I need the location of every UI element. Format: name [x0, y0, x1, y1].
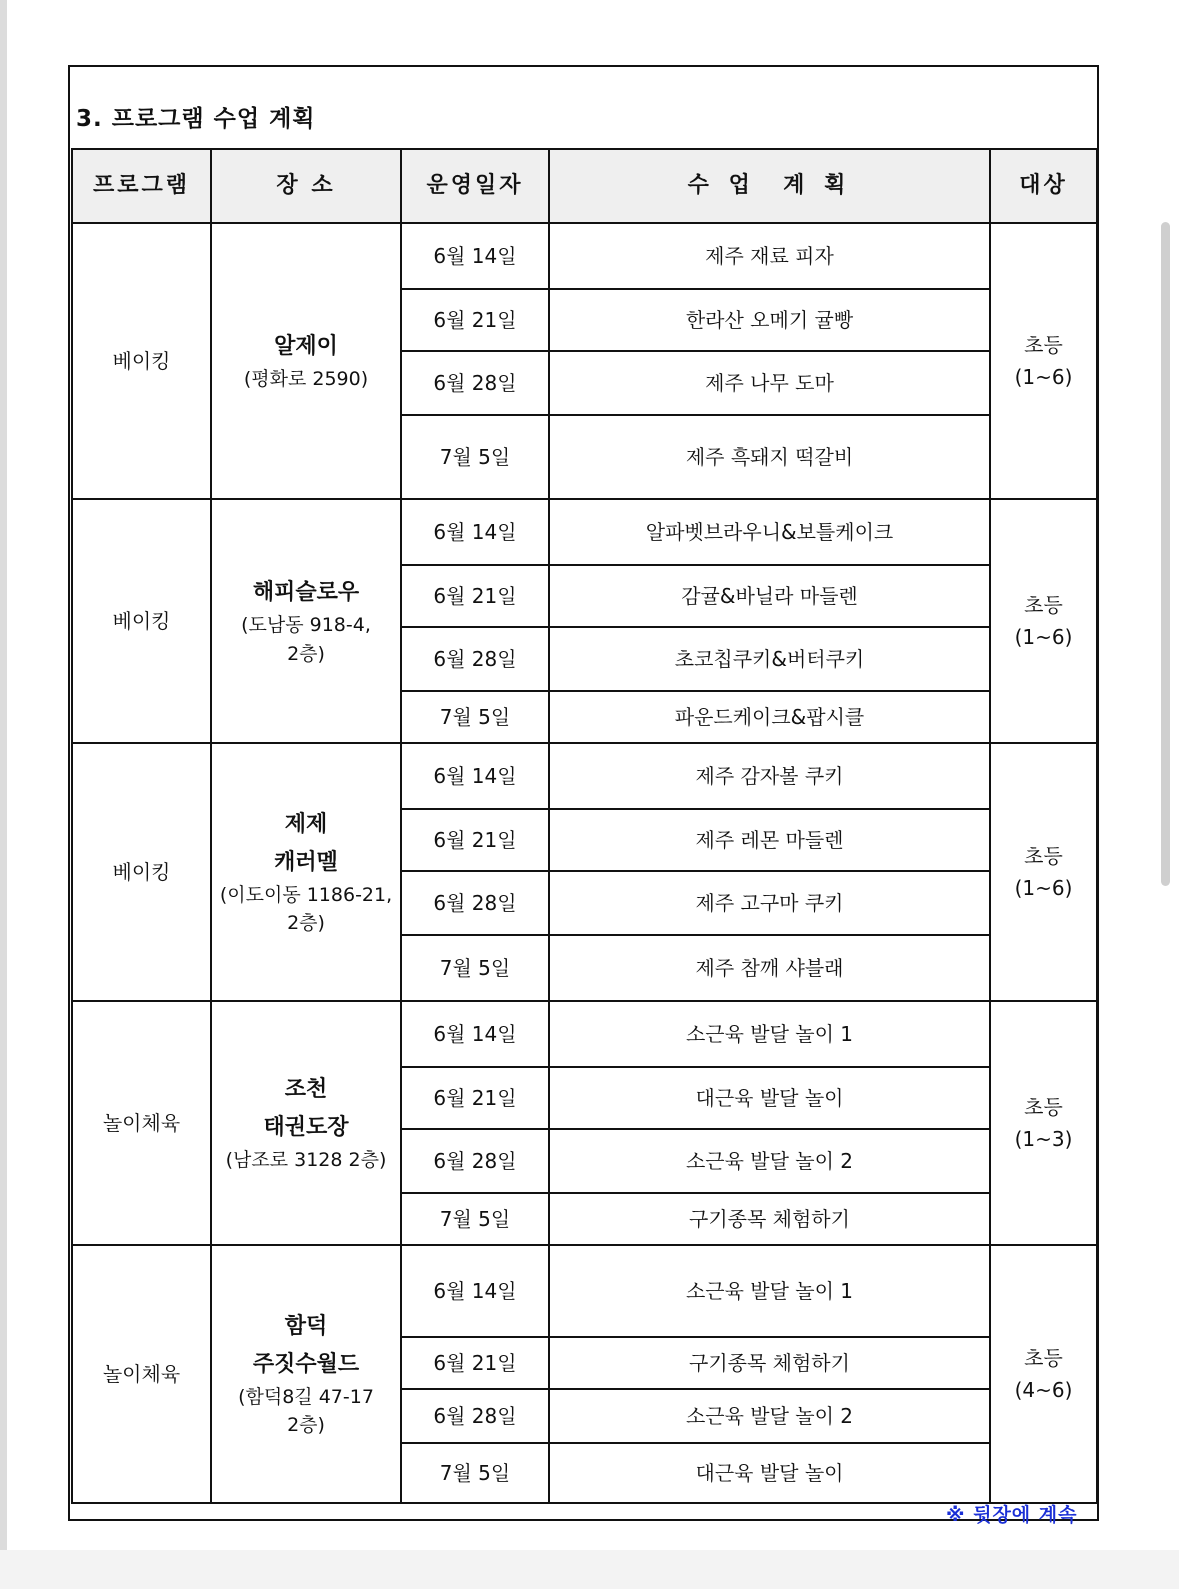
- place-name: 조천: [284, 1077, 328, 1103]
- table-header-row: [72, 149, 1097, 223]
- place-name: 해피슬로우: [252, 579, 360, 605]
- table-row: [72, 743, 1097, 809]
- date-cell: 6월 21일: [401, 565, 549, 627]
- plan-cell: 알파벳브라우니&보틀케이크: [549, 499, 990, 565]
- scrollbar-thumb[interactable]: [1161, 222, 1170, 886]
- place-cell: [211, 1001, 401, 1245]
- program-cell: 베이킹: [72, 499, 211, 743]
- table-row: [72, 499, 1097, 565]
- date-cell: 6월 14일: [401, 223, 549, 289]
- date-cell: 6월 28일: [401, 1389, 549, 1443]
- place-name: 태권도장: [263, 1114, 349, 1140]
- date-cell: 6월 21일: [401, 809, 549, 871]
- plan-cell: 구기종목 체험하기: [549, 1337, 990, 1389]
- program-cell: 베이킹: [72, 223, 211, 499]
- window-left-edge: [0, 0, 7, 1589]
- table-row: [72, 223, 1097, 289]
- place-address: (함덕8길 47-17: [238, 1385, 374, 1408]
- plan-cell: 소근육 발달 놀이 2: [549, 1129, 990, 1193]
- header-date: 운영일자: [401, 149, 549, 223]
- place-address: (평화로 2590): [243, 368, 369, 391]
- header-program: 프로그램: [72, 149, 211, 223]
- plan-cell: 소근육 발달 놀이 1: [549, 1245, 990, 1337]
- date-cell: 6월 28일: [401, 871, 549, 935]
- program-cell: 놀이체육: [72, 1245, 211, 1503]
- plan-cell: 한라산 오메기 귤빵: [549, 289, 990, 351]
- place-name: 주짓수월드: [252, 1351, 360, 1377]
- plan-cell: 대근육 발달 놀이: [549, 1067, 990, 1129]
- plan-cell: 소근육 발달 놀이 1: [549, 1001, 990, 1067]
- date-cell: 6월 14일: [401, 1245, 549, 1337]
- place-cell: [211, 1245, 401, 1503]
- plan-cell: 제주 흑돼지 떡갈비: [549, 415, 990, 499]
- section-title: 3. 프로그램 수업 계획: [76, 106, 316, 132]
- date-cell: 6월 21일: [401, 289, 549, 351]
- plan-cell: 제주 감자볼 쿠키: [549, 743, 990, 809]
- target-line: 초등: [1024, 593, 1063, 617]
- place-name: 캐러멜: [274, 849, 338, 875]
- date-cell: 6월 14일: [401, 743, 549, 809]
- target-line: 초등: [1024, 333, 1063, 357]
- target-cell: [990, 499, 1097, 743]
- place-cell: [211, 499, 401, 743]
- target-line: 초등: [1024, 844, 1063, 868]
- target-line: (4~6): [1014, 1378, 1073, 1402]
- page-bottom-band: [0, 1550, 1179, 1589]
- date-cell: 6월 21일: [401, 1337, 549, 1389]
- date-cell: 7월 5일: [401, 935, 549, 1001]
- date-cell: 7월 5일: [401, 1443, 549, 1503]
- date-cell: 6월 28일: [401, 1129, 549, 1193]
- date-cell: 6월 14일: [401, 499, 549, 565]
- header-target: 대상: [990, 149, 1097, 223]
- plan-cell: 구기종목 체험하기: [549, 1193, 990, 1245]
- plan-cell: 초코칩쿠키&버터쿠키: [549, 627, 990, 691]
- target-cell: [990, 743, 1097, 1001]
- date-cell: 6월 21일: [401, 1067, 549, 1129]
- plan-cell: 파운드케이크&팝시클: [549, 691, 990, 743]
- target-cell: [990, 1001, 1097, 1245]
- plan-cell: 제주 고구마 쿠키: [549, 871, 990, 935]
- table-body: [72, 223, 1097, 1503]
- program-cell: 베이킹: [72, 743, 211, 1001]
- place-address: 2층): [287, 1414, 325, 1437]
- program-plan-table: [71, 148, 1098, 1504]
- target-line: 초등: [1024, 1095, 1063, 1119]
- plan-cell: 소근육 발달 놀이 2: [549, 1389, 990, 1443]
- date-cell: 7월 5일: [401, 691, 549, 743]
- target-line: 초등: [1024, 1346, 1063, 1370]
- place-cell: [211, 223, 401, 499]
- place-address: 2층): [287, 642, 325, 665]
- target-cell: [990, 223, 1097, 499]
- place-cell: [211, 743, 401, 1001]
- header-plan: 수 업 계 획: [549, 149, 990, 223]
- place-address: (이도이동 1186-21,: [219, 883, 393, 906]
- target-line: (1~3): [1014, 1127, 1073, 1151]
- plan-cell: 제주 레몬 마들렌: [549, 809, 990, 871]
- place-address: (도남동 918-4,: [241, 614, 371, 637]
- plan-cell: 제주 나무 도마: [549, 351, 990, 415]
- header-place: 장 소: [211, 149, 401, 223]
- place-address: 2층): [287, 912, 325, 935]
- date-cell: 7월 5일: [401, 415, 549, 499]
- place-name: 함덕: [284, 1314, 328, 1340]
- place-name: 제제: [284, 812, 328, 838]
- continued-footnote: ※ 뒷장에 계속: [946, 1504, 1078, 1526]
- target-line: (1~6): [1014, 876, 1073, 900]
- date-cell: 6월 28일: [401, 351, 549, 415]
- plan-cell: 제주 재료 피자: [549, 223, 990, 289]
- plan-cell: 제주 참깨 샤블래: [549, 935, 990, 1001]
- plan-cell: 감귤&바닐라 마들렌: [549, 565, 990, 627]
- target-cell: [990, 1245, 1097, 1503]
- table-row: [72, 1001, 1097, 1067]
- date-cell: 7월 5일: [401, 1193, 549, 1245]
- date-cell: 6월 14일: [401, 1001, 549, 1067]
- plan-cell: 대근육 발달 놀이: [549, 1443, 990, 1503]
- program-cell: 놀이체육: [72, 1001, 211, 1245]
- target-line: (1~6): [1014, 365, 1073, 389]
- target-line: (1~6): [1014, 625, 1073, 649]
- date-cell: 6월 28일: [401, 627, 549, 691]
- place-address: (남조로 3128 2층): [225, 1149, 387, 1172]
- place-name: 알제이: [274, 334, 338, 360]
- table-row: [72, 1245, 1097, 1337]
